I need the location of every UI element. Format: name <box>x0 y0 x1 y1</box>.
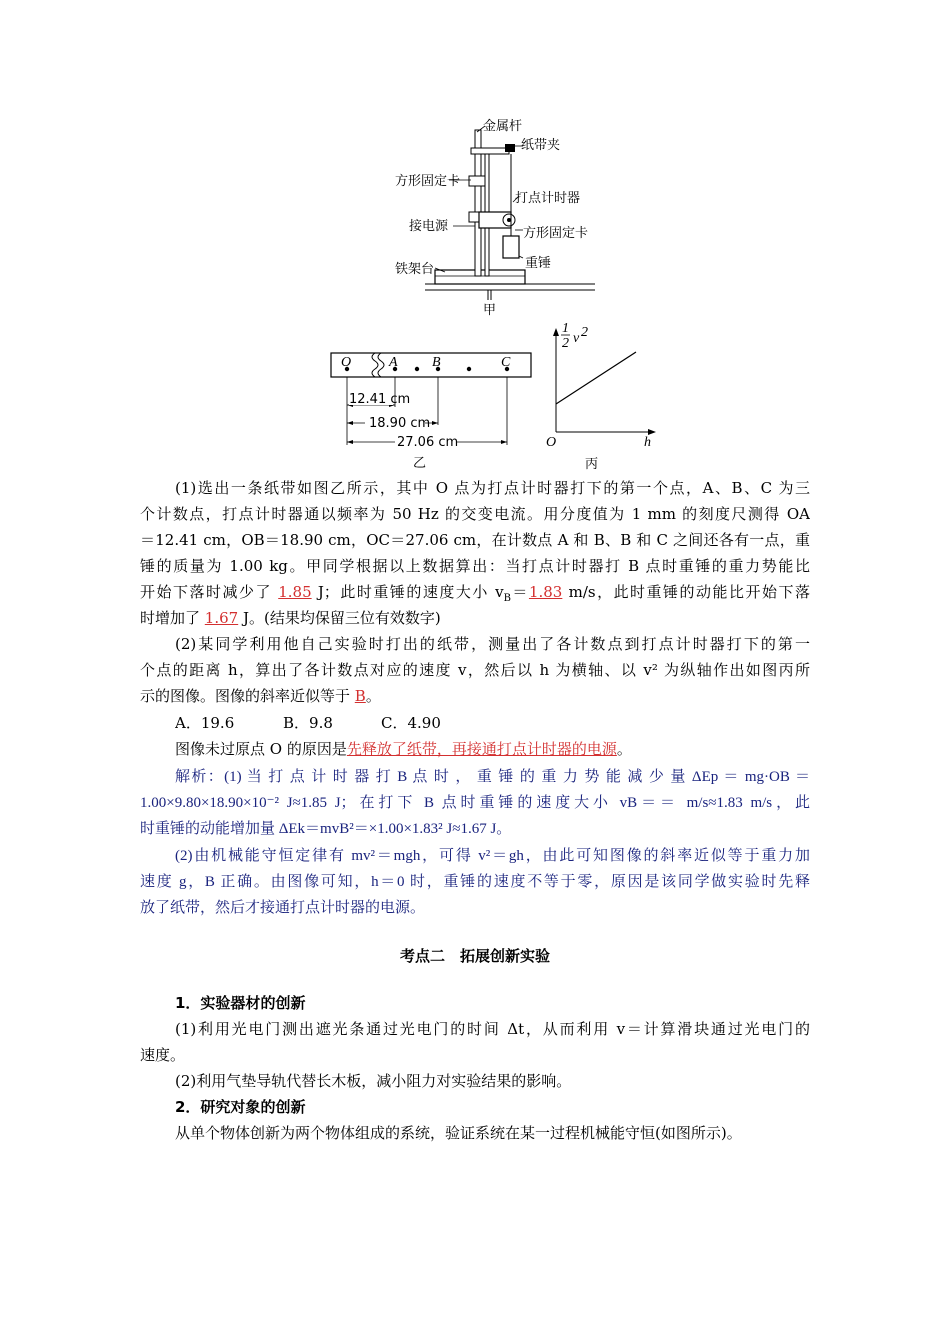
y-label-exp: 2 <box>581 325 588 340</box>
q1-line-2: 个计数点，打点计时器通以频率为 50 Hz 的交变电流。用分度值为 1 mm 的刻度尺测得 OA <box>140 505 810 523</box>
section-p1-line-2: 速度。 <box>140 1046 186 1064</box>
q1-line-5-sub: B <box>503 593 511 602</box>
q1-line-6-a: 时增加了 <box>140 609 205 627</box>
tape-label-O: O <box>341 355 352 370</box>
q1-line-4: 锤的质量为 1.00 kg。甲同学根据以上数据算出：当打点计时器打 B 点时重锤的重力势能比 <box>140 557 810 575</box>
weight <box>503 236 519 258</box>
q1-line-5-b: J；此时重锤的速度大小 v <box>311 583 504 601</box>
q2-options <box>175 713 845 733</box>
q2-line-5-b: 。 <box>616 740 632 758</box>
answer-kinetic-energy: 1.67 <box>204 609 239 627</box>
y-label-var: v <box>573 331 580 346</box>
label-power: 接电源 <box>409 219 449 234</box>
solution-p1-line-1: 解析：(1) 当 打 点 计 时 器 打 B 点 时 ， 重 锤 的 重 力 势 能 减 少 量 ΔEp ＝ mg·OB ＝ <box>175 769 810 785</box>
section-p3: 从单个物体创新为两个物体组成的系统，验证系统在某一过程机械能守恒(如图所示)。 <box>175 1124 742 1142</box>
section-heading-1: 1．实验器材的创新 <box>175 994 306 1012</box>
q1-line-1: (1)选出一条纸带如图乙所示，其中 O 点为打点计时器打下的第一个点，A、B、C 为三 <box>175 479 810 497</box>
solution-p1-line-2: 1.00×9.80×18.90×10⁻² J≈1.85 J；在打下 B 点时重锤的速度大小 vB＝＝ m/s≈1.83 m/s，此 <box>140 795 810 811</box>
q2-line-1: (2)某同学利用他自己实验时打出的纸带，测量出了各计数点到打点计时器打下的第一 <box>175 635 810 653</box>
option-a: A．19.6 <box>175 714 235 732</box>
solution-p2-line-1: (2)由机械能守恒定律有 mv²＝mgh，可得 v²＝gh，由此可知图像的斜率近似等于重力加 <box>175 848 810 864</box>
section-heading-2: 2．研究对象的创新 <box>175 1098 306 1116</box>
section-p2: (2)利用气垫导轨代替长木板，减小阻力对实验结果的影响。 <box>175 1072 572 1090</box>
tape-figure <box>325 345 540 470</box>
caption-bing: 丙 <box>585 457 599 472</box>
graph-figure <box>540 320 670 472</box>
label-weight: 重锤 <box>525 256 552 271</box>
label-timer: 打点计时器 <box>515 191 581 206</box>
x-label: h <box>644 435 651 450</box>
graph-line <box>556 352 636 404</box>
label-iron-stand: 铁架台 <box>395 262 435 277</box>
caption-yi: 乙 <box>413 456 427 470</box>
label-tape-clip: 纸带夹 <box>521 138 561 153</box>
option-c: C．4.90 <box>381 714 441 732</box>
tape-clip <box>505 144 515 152</box>
q1-line-3: ＝12.41 cm，OB＝18.90 cm，OC＝27.06 cm，在计数点 A 和 B、B 和 C 之间还各有一点，重 <box>140 531 810 549</box>
section-title: 考点二 拓展创新实验 <box>399 947 550 965</box>
tape-label-C: C <box>501 355 511 370</box>
graph-origin: O <box>546 435 557 450</box>
dim-OB: 18.90 cm <box>369 416 431 431</box>
answer-slope: B <box>354 687 366 705</box>
q2-line-3-a: 示的图像。图像的斜率近似等于 <box>140 687 355 705</box>
apparatus-figure <box>395 118 615 318</box>
answer-reason: 先释放了纸带，再接通打点计时器的电源 <box>346 740 617 758</box>
tape-label-B: B <box>432 355 441 370</box>
q1-line-5-d: m/s，此时重锤的动能比开始下落 <box>562 583 810 601</box>
q2-line-5-a: 图像未过原点 O 的原因是 <box>175 740 347 758</box>
solution-p1-line-3: 时重锤的动能增加量 ΔEk＝mvB²＝×1.00×1.83² J≈1.67 J。 <box>140 821 512 837</box>
q2-line-5 <box>175 739 845 759</box>
tape-label-A: A <box>389 355 398 370</box>
q1-line-5 <box>140 582 810 602</box>
y-label-numerator: 1 <box>562 321 569 336</box>
label-metal-rod: 金属杆 <box>483 119 523 134</box>
y-label-denominator: 2 <box>562 336 569 351</box>
q1-line-6 <box>140 608 810 628</box>
q2-line-2: 个点的距离 h，算出了各计数点对应的速度 v，然后以 h 为横轴、以 v² 为纵轴作出如图丙所 <box>140 661 810 679</box>
q1-line-5-c: ＝ <box>510 583 529 601</box>
caption-jia: 甲 <box>483 303 497 318</box>
q1-line-5-a: 开始下落时减少了 <box>140 583 279 601</box>
answer-velocity: 1.83 <box>528 583 563 601</box>
answer-potential-energy: 1.85 <box>278 583 312 601</box>
q2-line-3 <box>140 686 810 706</box>
solution-p2-line-3: 放了纸带，然后才接通打点计时器的电源。 <box>140 900 426 916</box>
solution-p2-line-2: 速度 g，B 正确。由图像可知，h＝0 时，重锤的速度不等于零，原因是该同学做实验时先释 <box>140 874 810 890</box>
section-p1-line-1: (1)利用光电门测出遮光条通过光电门的时间 Δt，从而利用 v＝计算滑块通过光电门的 <box>175 1020 810 1038</box>
dim-OA: 12.41 cm <box>349 392 411 407</box>
option-b: B．9.8 <box>283 714 333 732</box>
dim-OC: 27.06 cm <box>397 435 459 450</box>
q2-line-3-b: 。 <box>365 687 381 705</box>
label-square-clamp-top: 方形固定卡 <box>395 174 461 189</box>
label-square-clamp-bottom: 方形固定卡 <box>523 226 589 241</box>
q1-line-6-b: J。(结果均保留三位有效数字) <box>238 609 441 627</box>
